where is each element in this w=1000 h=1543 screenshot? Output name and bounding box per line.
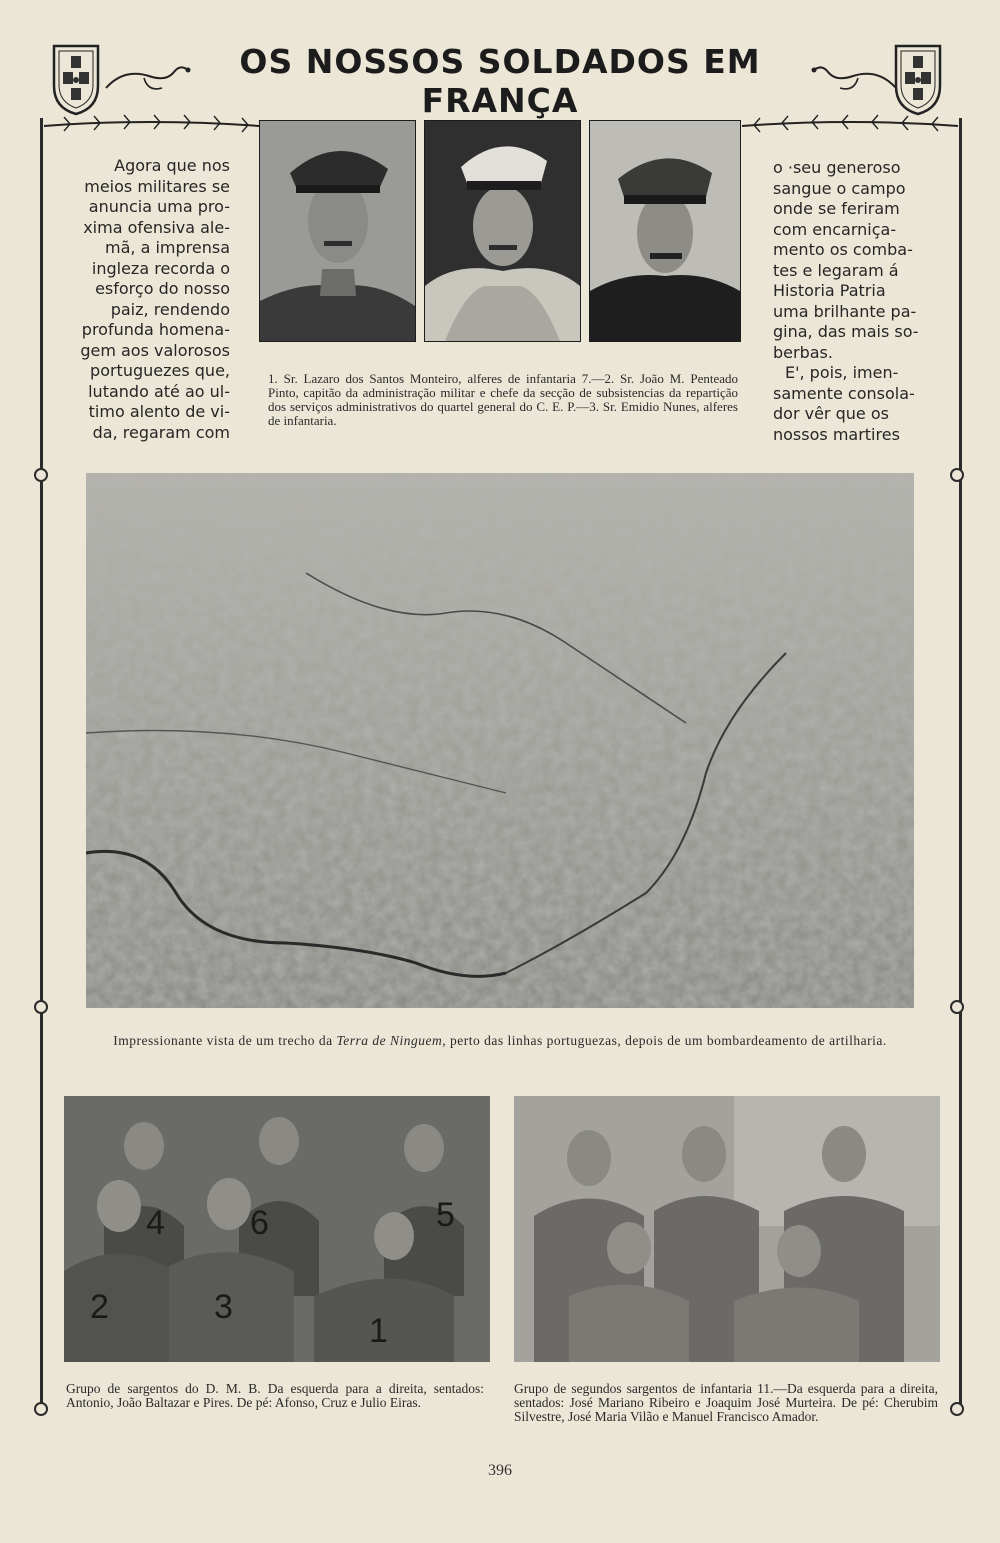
text-line: uma brilhante pa- bbox=[773, 301, 917, 321]
portrait-photo-2 bbox=[424, 120, 581, 342]
article-text-left bbox=[78, 156, 230, 443]
border-knot-icon bbox=[34, 1000, 48, 1014]
text-line: esforço do nosso bbox=[95, 279, 230, 298]
soldier-number-label: 4 bbox=[146, 1204, 165, 1242]
text-line: E', pois, imen- bbox=[785, 363, 899, 382]
aerial-caption bbox=[100, 1034, 900, 1048]
border-knot-icon bbox=[950, 1000, 964, 1014]
soldier-number-label: 3 bbox=[214, 1288, 233, 1326]
text-line: paiz, rendendo bbox=[110, 299, 230, 319]
group-sergeants-2-icon bbox=[514, 1096, 940, 1362]
text-line: nossos martires bbox=[773, 424, 900, 444]
article-text-right bbox=[773, 158, 925, 445]
text-line: berbas. bbox=[773, 342, 833, 362]
aerial-photo-no-mans-land bbox=[86, 473, 914, 1008]
soldier-number-label: 5 bbox=[436, 1196, 455, 1234]
text-line: gina, das mais so- bbox=[773, 322, 919, 341]
text-line: xima ofensiva ale- bbox=[83, 217, 230, 237]
text-line: sangue o campo bbox=[773, 178, 906, 198]
text-line: com encarniça- bbox=[773, 219, 897, 239]
coat-of-arms-right-icon bbox=[892, 42, 944, 116]
soldier-number-label: 1 bbox=[369, 1312, 388, 1350]
group-photo-dmb-sergeants bbox=[64, 1096, 490, 1362]
portrait-officer-1-icon bbox=[260, 121, 415, 341]
text-line: Agora que nos bbox=[114, 156, 230, 175]
text-line: meios militares se bbox=[84, 176, 230, 196]
group1-caption: Grupo de sargentos do D. M. B. Da esquerda para a direita, sentados: Antonio, João Baltazar e Pires. De pé: Afonso, Cruz e Julio Eiras. bbox=[66, 1381, 484, 1410]
caption-text: perto das linhas portuguezas, depois de um bombardeamento de artilharia. bbox=[446, 1033, 887, 1048]
border-knot-icon bbox=[34, 1402, 48, 1416]
group-sergeants-1-icon bbox=[64, 1096, 490, 1362]
scroll-ornament-right-icon bbox=[808, 58, 898, 98]
text-line: Historia Patria bbox=[773, 281, 886, 300]
soldier-number-label: 6 bbox=[250, 1204, 269, 1242]
page-number: 396 bbox=[488, 1462, 512, 1479]
portrait-photo-1 bbox=[259, 120, 416, 342]
text-line: samente consola- bbox=[773, 383, 915, 403]
text-line: mento os comba- bbox=[773, 240, 913, 259]
text-line: anuncia uma pro- bbox=[88, 197, 230, 216]
coat-of-arms-left-icon bbox=[50, 42, 102, 116]
border-knot-icon bbox=[34, 468, 48, 482]
group2-caption: Grupo de segundos sargentos de infantaria 11.—Da esquerda para a direita, sentados: José Mariano Ribeiro e Joaquim José Murteira. De pé: Cherubim Silvestre, José Maria Vilão e Manuel Francisco Amador. bbox=[514, 1381, 938, 1424]
portrait-officer-3-icon bbox=[590, 121, 740, 341]
text-line: portuguezes que, bbox=[90, 361, 230, 380]
portrait-photo-3 bbox=[589, 120, 741, 342]
portraits-caption: 1. Sr. Lazaro dos Santos Monteiro, alferes de infantaria 7.—2. Sr. João M. Penteado Pinto, capitão da administração militar e chefe da secção de subsistencias da repartição dos serviços administrativos do quartel general do C. E. P.—3. Sr. Emidio Nunes, alferes de infantaria. bbox=[268, 371, 738, 428]
text-line: gem aos valorosos bbox=[80, 340, 230, 360]
text-line: lutando até ao ul- bbox=[88, 381, 230, 401]
text-line: dor vêr que os bbox=[773, 404, 889, 423]
text-line: profunda homena- bbox=[81, 320, 230, 339]
text-line: o ·seu generoso bbox=[773, 158, 901, 177]
caption-text: Impressionante vista de um trecho da bbox=[113, 1033, 337, 1048]
portrait-officer-2-icon bbox=[425, 121, 580, 341]
border-knot-icon bbox=[950, 468, 964, 482]
scroll-ornament-left-icon bbox=[104, 58, 194, 98]
text-line: mã, a imprensa bbox=[105, 238, 230, 257]
text-line: onde se feriram bbox=[773, 199, 900, 218]
group-photo-infantry-sergeants bbox=[514, 1096, 940, 1362]
caption-italic-place-name: Terra de Ninguem, bbox=[336, 1033, 447, 1048]
text-line: timo alento de vi- bbox=[88, 402, 230, 421]
text-line: da, regaram com bbox=[92, 422, 230, 442]
text-line: tes e legaram á bbox=[773, 260, 899, 280]
soldier-number-label: 2 bbox=[90, 1288, 109, 1326]
text-line: ingleza recorda o bbox=[91, 258, 230, 278]
aerial-terrain-icon bbox=[86, 473, 914, 1008]
border-knot-icon bbox=[950, 1402, 964, 1416]
page-title: OS NOSSOS SOLDADOS EM FRANÇA bbox=[239, 42, 761, 120]
